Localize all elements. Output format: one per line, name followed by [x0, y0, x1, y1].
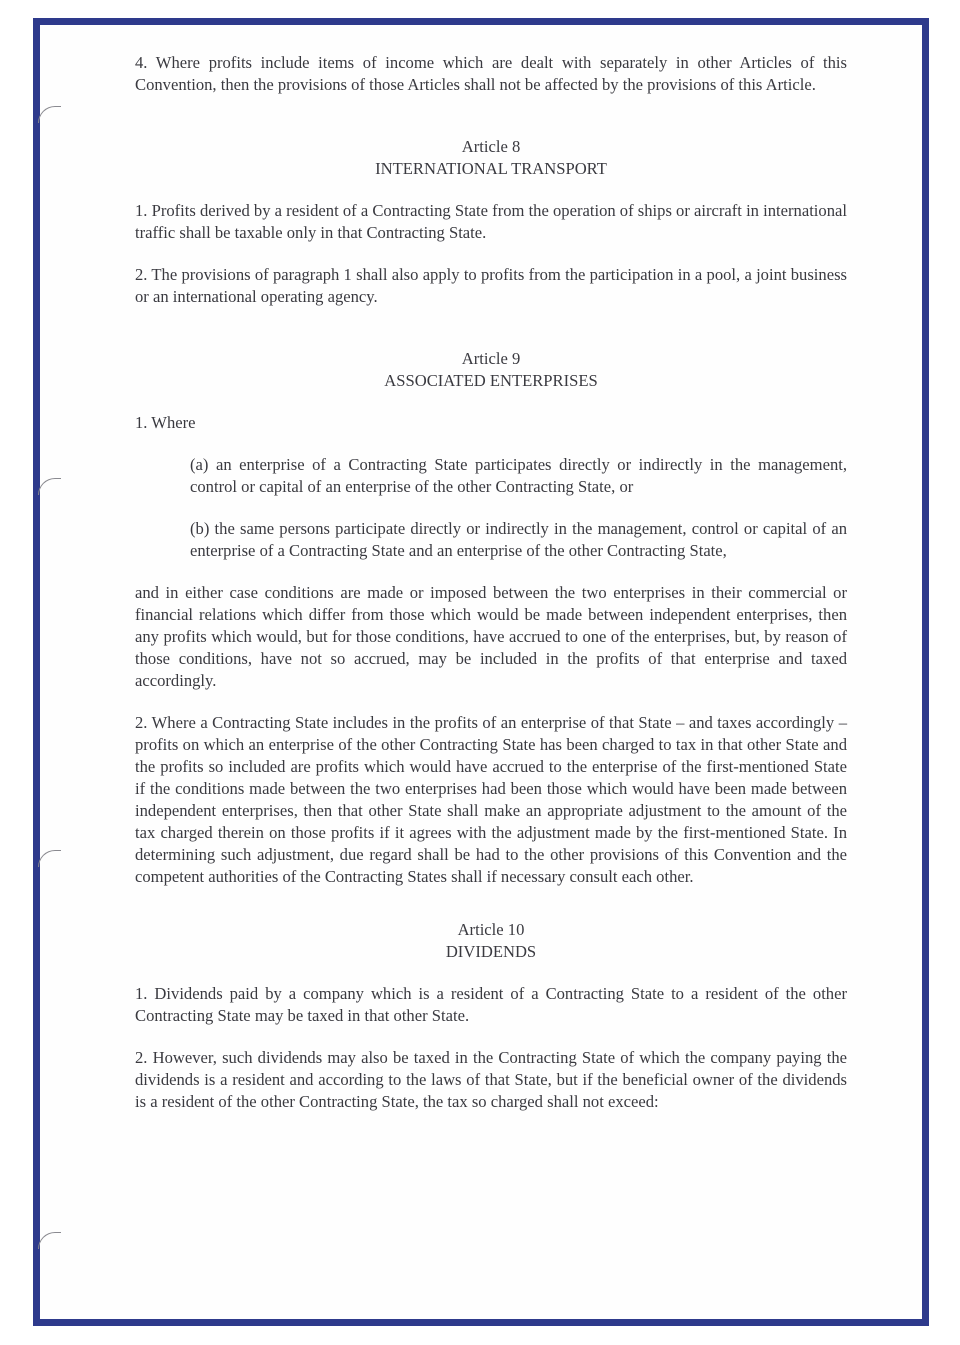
article-9-title: ASSOCIATED ENTERPRISES	[384, 371, 598, 390]
article-10-number: Article 10	[457, 920, 525, 939]
article-9-item-a: (a) an enterprise of a Contracting State participates directly or indirectly in the management, control or capital of an enterprise of the other Contracting State, or	[190, 455, 847, 496]
article-8-paragraph-1: 1. Profits derived by a resident of a Contracting State from the operation of ships or aircraft in international traffic shall be taxable only in that Contracting State.	[135, 201, 847, 242]
article-10-title: DIVIDENDS	[445, 942, 537, 961]
article-9-paragraph-1-intro: 1. Where	[135, 413, 196, 432]
article-9-item-b: (b) the same persons participate directly or indirectly in the management, control or capital of an enterprise of a Contracting State and an enterprise of the other Contracting State,	[190, 519, 847, 560]
article-8-paragraph-2: 2. The provisions of paragraph 1 shall also apply to profits from the participation in a pool, a joint business or an international operating agency.	[135, 265, 847, 306]
article-10-paragraph-2: 2. However, such dividends may also be taxed in the Contracting State of which the company paying the dividends is a resident and according to the laws of that State, but if the beneficial owner of the dividends is a resident of the other Contracting State, the tax so charged shall not exceed:	[135, 1048, 847, 1111]
article-10-paragraph-1: 1. Dividends paid by a company which is a resident of a Contracting State to a resident of the other Contracting State may be taxed in that other State.	[135, 984, 847, 1025]
article-8-number: Article 8	[461, 137, 521, 156]
article-8-title: INTERNATIONAL TRANSPORT	[375, 159, 607, 178]
article-9-number: Article 9	[461, 349, 521, 368]
document-body	[135, 52, 847, 1113]
article-9-paragraph-2: 2. Where a Contracting State includes in the profits of an enterprise of that State – and taxes accordingly – profits on which an enterprise of the other Contracting State has been charged to tax in that other State and the profits so included are profits which would have accrued to the enterprise of the first-mentioned State if the conditions made between the two enterprises had been those which would have been made between independent enterprises, then that other State shall make an appropriate adjustment to the amount of the tax charged therein on those profits if it agrees with the adjustment made by the first-mentioned State. In determining such adjustment, due regard shall be had to the other provisions of this Convention and the competent authorities of the Contracting States shall if necessary consult each other.	[135, 713, 847, 886]
paragraph-4: 4. Where profits include items of income which are dealt with separately in other Articles of this Convention, then the provisions of those Articles shall not be affected by the provisions of this Article.	[135, 53, 847, 94]
article-9-paragraph-1-conclusion: and in either case conditions are made or imposed between the two enterprises in their commercial or financial relations which differ from those which would be made between independent enterprises, then any profits which would, but for those conditions, have accrued to one of the enterprises, but, by reason of those conditions, have not so accrued, may be included in the profits of that enterprise and taxed accordingly.	[135, 583, 847, 690]
